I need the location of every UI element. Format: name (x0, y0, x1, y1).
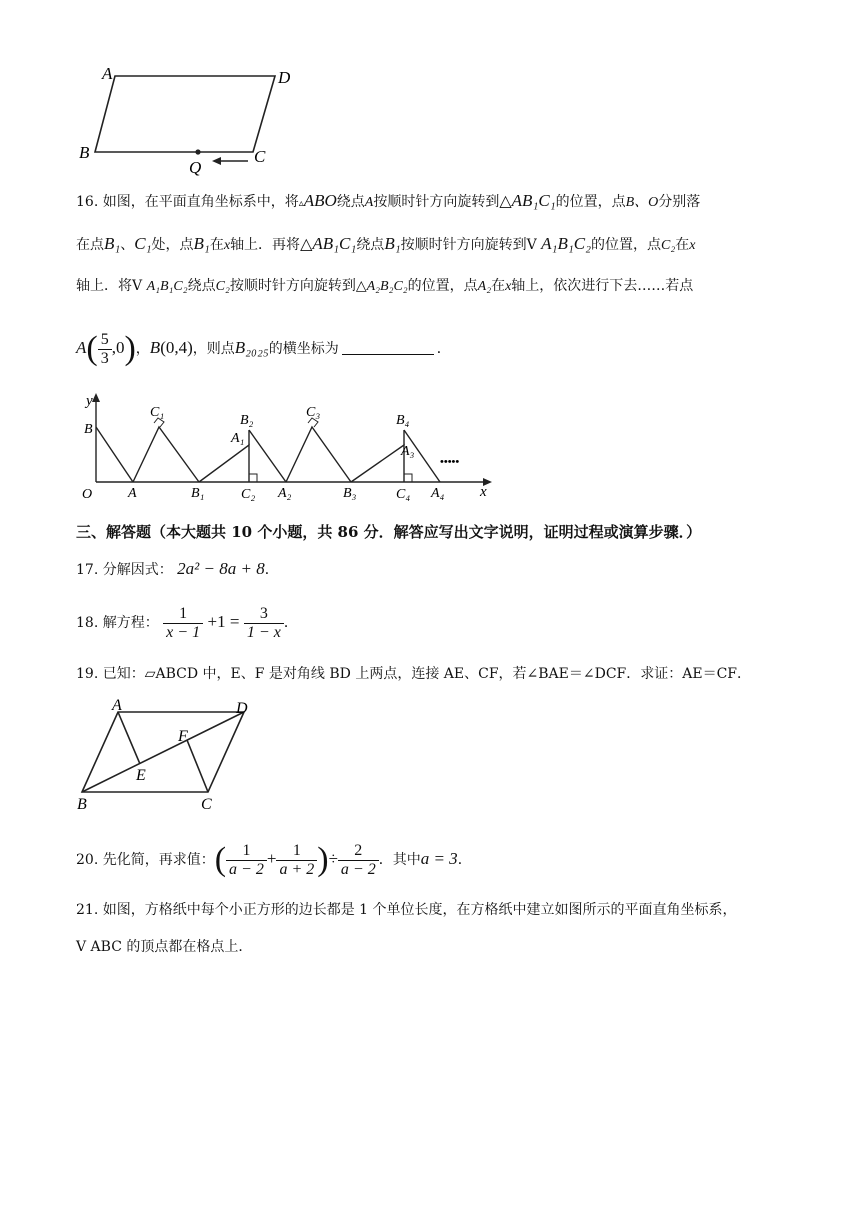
tri-a2b2c2: A₂B₂C₂ (366, 279, 408, 294)
label-Q: Q (189, 158, 202, 177)
pt-c2: C₂ (661, 238, 676, 253)
label-E: E (136, 767, 146, 784)
q16-line-1: 16. 如图，在平面直角坐标系中，将▵ABO绕点A按顺时针方向旋转到△AB₁C₁的位置，点B、O分别落 (76, 191, 701, 210)
q19 (76, 664, 751, 684)
q18-mid: +1 = (207, 612, 240, 631)
label-D: D (236, 700, 248, 717)
q21-text: 如图，方格纸中每个小正方形的边长都是 1 个单位长度，在方格纸中建立如图所示的平面直角坐标系， (102, 902, 737, 918)
q16-text: 轴上，依次进行下去……若点 (511, 278, 694, 294)
label-B1: B₁ (191, 486, 205, 501)
frac-den: 3 (98, 349, 112, 368)
label-A1: A₁ (231, 431, 245, 446)
q16-text: 轴上．再将 (230, 237, 301, 253)
label-C: C (254, 147, 266, 166)
q21-line-2: V ABC 的顶点都在格点上． (76, 939, 253, 955)
q16-text: ． (436, 341, 451, 357)
q19-number: 19. (76, 666, 99, 682)
label-B4: B₄ (396, 413, 410, 428)
label-A3: A₃ (401, 444, 415, 459)
section-3-heading: 三、解答题（本大题共 10 个小题，共 86 分．解答应写出文字说明，证明过程或演算步骤．） (76, 523, 702, 541)
q16-text: 的位置，点 (555, 194, 626, 210)
q20: 20. 先化简，再求值：( $\frac{1}{a - 2}$ + $\frac{1}{a + 2}$ )÷ $\frac{2}{a - 2}$ ．其中a = 3． (76, 841, 472, 878)
label-A2: A₂ (278, 486, 292, 501)
frac-num: 3 (259, 604, 268, 622)
q20-tail: ．其中 (378, 852, 421, 868)
parallelogram-moving-point-figure (70, 62, 310, 180)
q17-number: 17. (76, 562, 99, 578)
q16-text: 轴上．将 (76, 278, 132, 294)
tri-a1b1c2: A₁B₁C₂ (146, 279, 188, 294)
q16-text: 如图，在平面直角坐标系中，将 (102, 194, 299, 210)
q20-plus: + (266, 849, 277, 868)
frac-num: 1 (292, 841, 301, 859)
q20-frac-1 (226, 842, 267, 879)
frac-den: a − 2 (338, 860, 379, 879)
q16-text: 在 (491, 278, 506, 294)
q20-frac-3 (338, 842, 379, 879)
q20-divide: ÷ (328, 849, 338, 868)
q16-text: 在 (675, 237, 690, 253)
q16-number: 16. (76, 194, 99, 210)
label-C: C (201, 796, 212, 813)
label-A: A (102, 64, 113, 83)
continuation-dots: ••••• (440, 456, 460, 468)
tri-ab1c1: AB₁C₁ (511, 191, 556, 210)
label-B3: B₃ (343, 486, 357, 501)
pt-a: A (364, 195, 374, 210)
pt-b1: B₁ (384, 234, 401, 253)
frac-den: a − 2 (226, 860, 267, 879)
q16-text: 按顺时针方向旋转到 (229, 278, 356, 294)
label-O: O (82, 487, 93, 502)
coord-b: (0,4) (160, 338, 193, 357)
label-B: B (79, 143, 90, 162)
label-C1: C₁ (150, 405, 165, 420)
rotation-chain-figure (78, 390, 498, 502)
label-B: B (77, 796, 87, 813)
pt-b1: B₁ (104, 234, 121, 253)
q21-number: 21. (76, 902, 99, 918)
q16-text: ，则点 (192, 341, 235, 357)
axis-y-label: y (86, 393, 93, 409)
q16-text: 的横坐标为 (268, 341, 339, 357)
q20-condition: a = 3 (420, 849, 458, 868)
pt-b1: B₁ (193, 234, 210, 253)
q16-text: 分别落 (658, 194, 701, 210)
frac-den: 1 − x (244, 623, 284, 642)
q16-line-2: 在点B₁、C₁处，点B₁在x轴上．再将△AB₁C₁绕点B₁按顺时针方向旋转到V A₁B₁C₂的位置，点C₂在x (76, 234, 696, 253)
q16-text: 绕点 (336, 194, 365, 210)
label-D: D (278, 68, 291, 87)
coord-tail: ,0 (111, 338, 125, 357)
frac-den: x − 1 (163, 623, 203, 642)
frac-den: a + 2 (276, 860, 317, 879)
tri-abo: ABO (303, 191, 337, 210)
q18-frac-1 (163, 605, 203, 642)
answer-blank (342, 340, 434, 355)
q16-text: 的位置，点 (407, 278, 478, 294)
q16-line-4: A( $\frac{5}{3}$ ,0)，B(0,4)，则点B₂₀₂₅的横坐标为 ． (76, 330, 451, 367)
frac-5-3 (98, 331, 112, 368)
pts-bo: B、O (625, 195, 659, 210)
q17-end: ． (264, 562, 279, 578)
q16-text: 的位置，点 (591, 237, 662, 253)
q18-number: 18. (76, 615, 99, 631)
pt-c2: C₂ (215, 279, 230, 294)
label-C3: C₃ (306, 405, 321, 420)
q20-text: 先化简，再求值： (102, 852, 215, 868)
q16-text: 绕点 (187, 278, 216, 294)
tri-ab1c1: AB₁C₁ (312, 234, 357, 253)
q16-text: ， (135, 341, 150, 357)
var-x: x (689, 238, 696, 253)
q16-text: 按顺时针方向旋转到 (400, 237, 527, 253)
q17-expression: 2a² − 8a + 8 (177, 559, 265, 578)
parallelogram-diagonal-figure (74, 696, 264, 818)
frac-num: 1 (242, 841, 251, 859)
label-B: B (84, 422, 93, 437)
label-B2: B₂ (240, 413, 254, 428)
q16-text: 在点 (76, 237, 104, 253)
q21-line-1 (76, 900, 737, 920)
q18-end: ． (283, 615, 298, 631)
q16-line-3: 轴上．将V A₁B₁C₂绕点C₂按顺时针方向旋转到△A₂B₂C₂的位置，点A₂在x轴上，依次进行下去……若点 (76, 278, 694, 294)
q16-text: 按顺时针方向旋转到 (373, 194, 500, 210)
label-C4: C₄ (396, 487, 411, 502)
q20-end: ． (457, 852, 472, 868)
q18-text: 解方程： (102, 615, 159, 631)
frac-num: 5 (100, 330, 109, 348)
var-x: x (505, 279, 512, 294)
frac-num: 1 (179, 604, 188, 622)
q16-text: 处，点 (151, 237, 194, 253)
frac-num: 2 (354, 841, 363, 859)
label-F: F (178, 728, 188, 745)
pt-b2025: B₂₀₂₅ (234, 338, 269, 357)
q16-text: 、 (120, 237, 135, 253)
pt-a2: A₂ (477, 279, 492, 294)
q17-text: 分解因式： (102, 562, 173, 578)
q17 (76, 556, 279, 583)
q20-number: 20. (76, 852, 99, 868)
pt-a: A (76, 338, 87, 357)
q19-text: 已知：▱ABCD 中，E、F 是对角线 BD 上两点，连接 AE、CF，若∠BAE＝∠DCF．求证：AE＝CF． (102, 666, 752, 682)
label-A: A (128, 486, 137, 501)
pt-b: B (149, 338, 161, 357)
q16-text: 在 (209, 237, 224, 253)
var-x: x (223, 238, 231, 253)
tri-a1b1c2: A₁B₁C₂ (541, 234, 592, 253)
q20-frac-2 (276, 842, 317, 879)
q16-text: 绕点 (356, 237, 385, 253)
pt-c1: C₁ (134, 234, 152, 253)
label-A: A (112, 697, 122, 714)
q18-frac-2 (244, 605, 284, 642)
label-C2: C₂ (241, 487, 256, 502)
label-A4: A₄ (431, 486, 445, 501)
q18 (76, 600, 298, 645)
axis-x-label: x (480, 484, 487, 500)
